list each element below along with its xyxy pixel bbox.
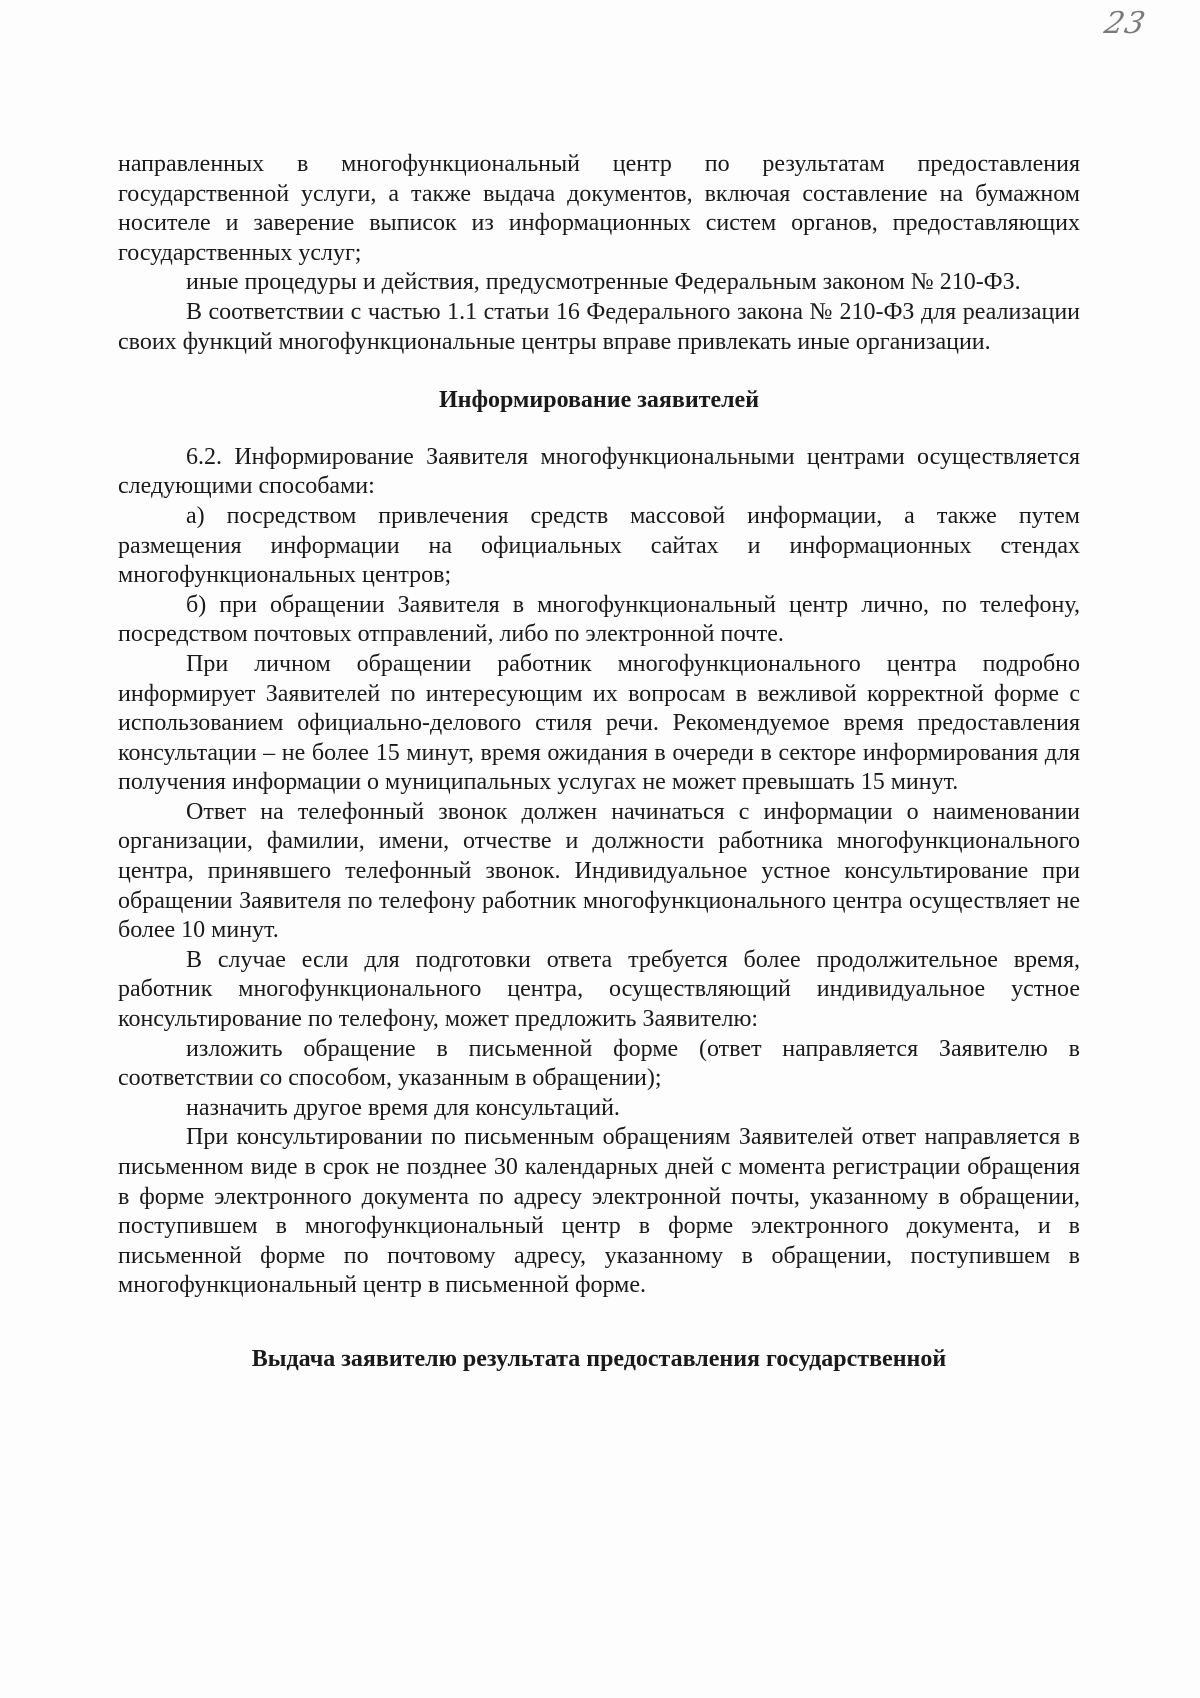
paragraph-article-16: В соответствии с частью 1.1 статьи 16 Федерального закона № 210-ФЗ для реализации своих функций многофункциональные центры вправе привлекать иные организации. <box>118 298 1080 355</box>
paragraph-other-time: назначить другое время для консультаций. <box>186 1094 620 1121</box>
paragraph-6-2: 6.2. Информирование Заявителя многофункциональными центрами осуществляется следующими способами: <box>118 443 1080 500</box>
paragraph-continuation: направленных в многофункциональный центр по результатам предоставления государственной услуги, а также выдача документов, включая составление на бумажном носителе и заверение выписок из информационных систем органов, предоставляющих государственных услуг; <box>118 151 1080 266</box>
paragraph-written-requests: При консультировании по письменным обращениям Заявителей ответ направляется в письменном виде в срок не позднее 30 календарных дней с момента регистрации обращения в форме электронного документа по адресу электронной почты, указанному в обращении, поступившем в многофункциональный центр в форме электронного документа, и в письменной форме по почтовому адресу, указанному в обращении, поступившем в многофункциональный центр в письменной форме. <box>118 1124 1080 1299</box>
paragraph-longer-time: В случае если для подготовки ответа требуется более продолжительное время, работник многофункционального центра, осуществляющий индивидуальное устное консультирование по телефону, может предложить Заявителю: <box>118 946 1080 1033</box>
paragraph-phone-call: Ответ на телефонный звонок должен начинаться с информации о наименовании организации, фамилии, имени, отчестве и должности работника многофункционального центра, принявшего телефонный звонок. Индивидуальное устное консультирование при обращении Заявителя по телефону работник многофункционального центра осуществляет не более 10 минут. <box>118 798 1080 944</box>
section-heading-informing: Информирование заявителей <box>438 387 760 414</box>
paragraph-item-a: а) посредством привлечения средств массовой информации, а также путем размещения информации на официальных сайтах и информационных стендах многофункциональных центров; <box>118 502 1080 589</box>
paragraph-other-procedures: иные процедуры и действия, предусмотренные Федеральным законом № 210-ФЗ. <box>186 269 1021 296</box>
paragraph-personal-visit: При личном обращении работник многофункционального центра подробно информирует Заявителей по интересующим их вопросам в вежливой корректной форме с использованием официально-делового стиля речи. Рекомендуемое время предоставления консультации – не более 15 минут, время ожидания в очереди в секторе информирования для получения информации о муниципальных услугах не может превышать 15 минут. <box>118 650 1080 796</box>
section-heading-result-issuance: Выдача заявителю результата предоставления государственной <box>251 1345 947 1372</box>
document-body <box>118 150 1080 1402</box>
paragraph-item-b: б) при обращении Заявителя в многофункциональный центр лично, по телефону, посредством почтовых отправлений, либо по электронной почте. <box>118 591 1080 648</box>
paragraph-written-form: изложить обращение в письменной форме (ответ направляется Заявителю в соответствии со способом, указанным в обращении); <box>118 1035 1080 1092</box>
handwritten-page-number: 23 <box>1101 6 1149 41</box>
